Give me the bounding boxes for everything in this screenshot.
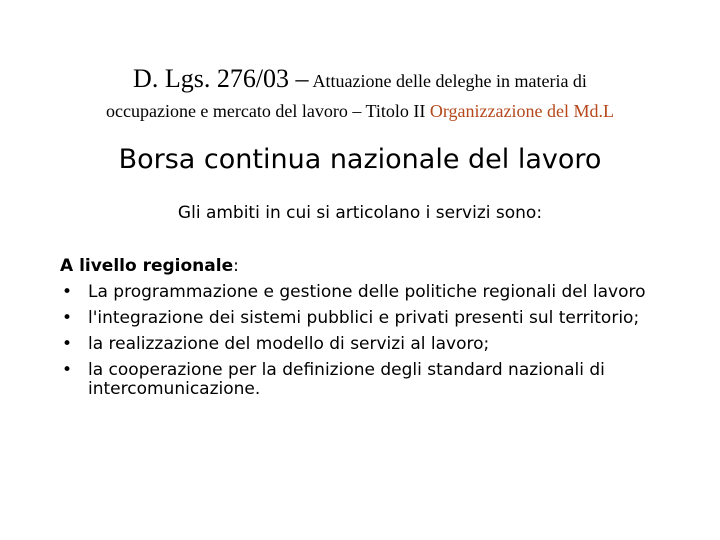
- slide-title-line-2: [0, 101, 720, 122]
- bullet-icon: •: [61, 334, 73, 354]
- level-label-bold: A livello regionale: [60, 256, 234, 276]
- list-item-text: la cooperazione per la definizione degli standard nazionali di intercomunicazione.: [88, 360, 605, 399]
- title-accent: Organizzazione del Md.L: [429, 101, 614, 121]
- bullet-icon: •: [61, 360, 73, 380]
- bullet-icon: •: [61, 308, 73, 328]
- list-item-text: La programmazione e gestione delle politiche regionali del lavoro: [88, 282, 646, 302]
- slide-title-line-1: [0, 64, 720, 94]
- list-item: [60, 309, 660, 328]
- title-subject-part-2: occupazione e mercato del lavoro – Titolo II: [105, 101, 426, 121]
- intro-text: Gli ambiti in cui si articolano i servizi sono:: [177, 203, 543, 223]
- list-item: [60, 335, 660, 354]
- list-item: [60, 283, 660, 302]
- title-subject-part-1: Attuazione delle deleghe in materia di: [312, 71, 587, 91]
- list-item-text: la realizzazione del modello di servizi al lavoro;: [88, 334, 490, 354]
- slide-heading: Borsa continua nazionale del lavoro: [118, 144, 602, 175]
- law-reference: D. Lgs. 276/03 –: [133, 64, 309, 93]
- services-list: [60, 283, 660, 406]
- list-item: [60, 361, 660, 399]
- bullet-icon: •: [61, 282, 73, 302]
- level-label: [60, 257, 239, 276]
- list-item-text: l'integrazione dei sistemi pubblici e privati presenti sul territorio;: [88, 308, 640, 328]
- level-label-suffix: :: [233, 256, 239, 276]
